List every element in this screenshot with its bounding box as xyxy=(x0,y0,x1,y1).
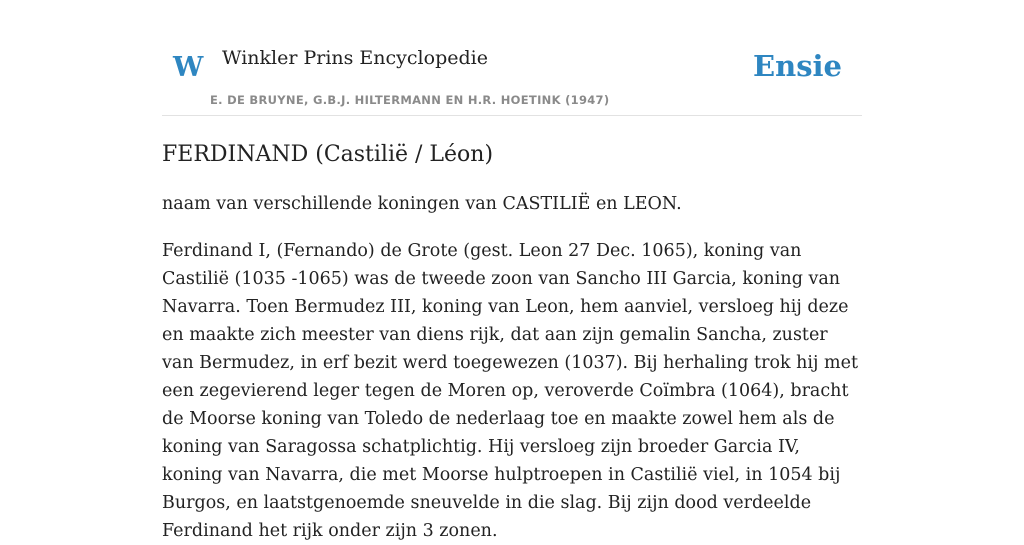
winkler-prins-logo-icon[interactable]: W xyxy=(173,52,204,83)
article-body-paragraph: Ferdinand I, (Fernando) de Grote (gest. Leon 27 Dec. 1065), koning van Castilië (1035 -1065) was de tweede zoon van Sancho III Garcia, koning van Navarra. Toen Bermudez III, koning van Leon, hem aanviel, versloeg hij deze en maakte zich meester van diens rijk, dat aan zijn gemalin Sancha, zuster van Bermudez, in erf bezit werd toegewezen (1037). Bij herhaling trok hij met een zegevierend leger tegen de Moren op, veroverde Coïmbra (1064), bracht de Moorse koning van Toledo de nederlaag toe en maakte zowel hem als de koning van Saragossa schatplichtig. Hij versloeg zijn broeder Garcia IV, koning van Navarra, die met Moorse hulptroepen in Castilië viel, in 1054 bij Burgos, en laatstgenoemde sneuvelde in die slag. Bij zijn dood verdeelde Ferdinand het rijk onder zijn 3 zonen. xyxy=(162,240,858,541)
page-container xyxy=(162,0,862,545)
source-authors: E. DE BRUYNE, G.B.J. HILTERMANN EN H.R. HOETINK (1947) xyxy=(210,93,610,107)
article xyxy=(162,141,862,545)
ensie-logo-link[interactable]: Ensie xyxy=(753,49,842,83)
site-header xyxy=(162,0,862,116)
article-lead-paragraph: naam van verschillende koningen van CASTILIË en LEON. xyxy=(162,193,682,214)
article-title: FERDINAND (Castilië / Léon) xyxy=(162,142,494,167)
source-title[interactable]: Winkler Prins Encyclopedie xyxy=(222,47,488,69)
